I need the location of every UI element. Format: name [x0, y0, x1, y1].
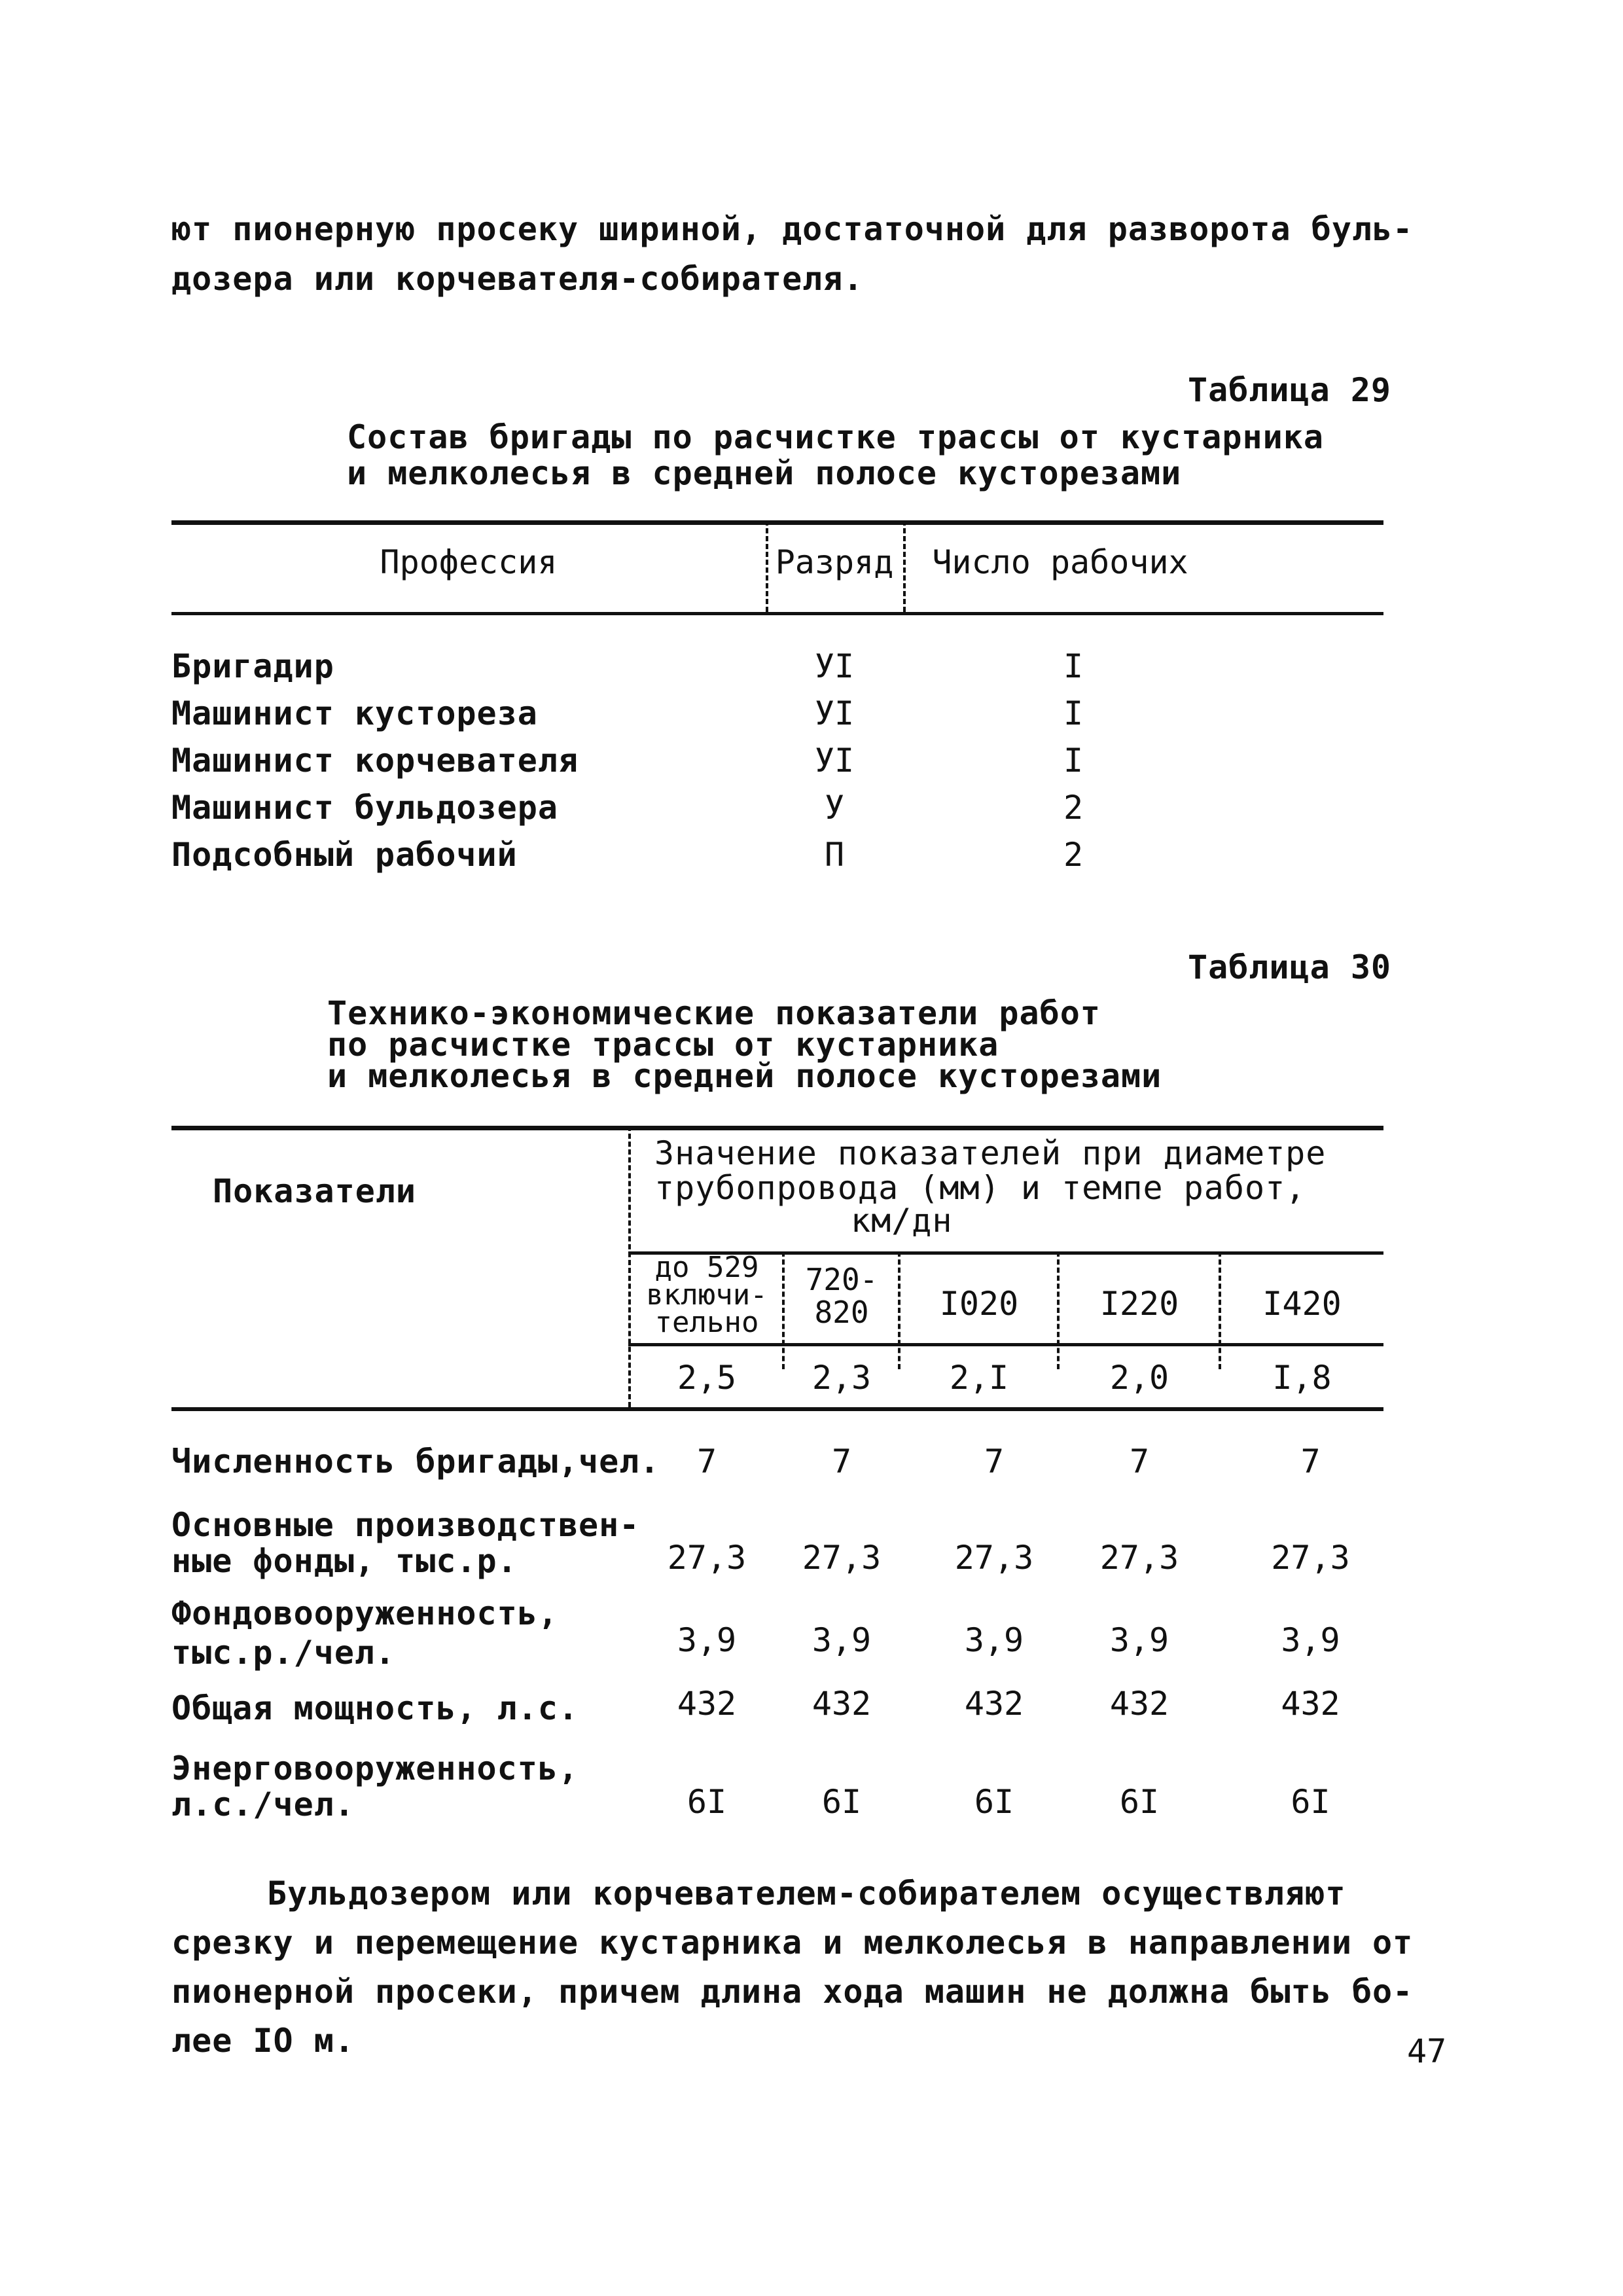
- table29-label: Таблица 29: [1188, 371, 1392, 409]
- table30-row-name-line-1: Основные производствен-: [171, 1506, 640, 1544]
- table29-row-grade: УI: [814, 647, 855, 685]
- table29-row-profession: Машинист кустореза: [171, 694, 538, 732]
- table29-header-rule: [171, 612, 1383, 615]
- table30-diameter: I020: [939, 1285, 1019, 1323]
- table30-title-line-3: и мелколесья в средней полосе кусторезами: [327, 1057, 1162, 1095]
- outro-line-4: лее IO м.: [171, 2022, 355, 2060]
- table29-row-profession: Машинист корчевателя: [171, 742, 579, 780]
- table30-row-value: 432: [1109, 1685, 1169, 1723]
- table30-row-value: 7: [696, 1443, 717, 1480]
- outro-line-3: пионерной просеки, причем длина хода машин не должна быть бо-: [171, 1973, 1414, 2011]
- table30-title-line-2: по расчистке трассы от кустарника: [327, 1026, 999, 1064]
- table30-rate: 2,5: [677, 1359, 737, 1397]
- table29-row-count: I: [1063, 742, 1084, 780]
- table29-top-rule: [171, 520, 1383, 525]
- table30-row-value: 6I: [687, 1783, 727, 1821]
- page-number: 47: [1407, 2032, 1447, 2070]
- outro-line-1: Бульдозером или корчевателем-собирателем осуществляют: [267, 1874, 1346, 1912]
- table30-row-value: 3,9: [1109, 1621, 1169, 1659]
- table30-indicator-divider: [628, 1126, 631, 1407]
- table30-diameter: I420: [1262, 1285, 1342, 1323]
- table30-row-value: 27,3: [1099, 1539, 1179, 1577]
- table30-row-value: 3,9: [677, 1621, 737, 1659]
- table30-rate: 2,I: [949, 1359, 1009, 1397]
- table29-row-count: I: [1063, 647, 1084, 685]
- table29-row-profession: Машинист бульдозера: [171, 789, 558, 827]
- table30-header-indicators: Показатели: [213, 1172, 417, 1210]
- table30-row-value: 432: [812, 1685, 872, 1723]
- table30-diameter-line-3: тельно: [654, 1306, 759, 1339]
- table29-row-grade: У: [824, 789, 845, 827]
- table29-row-count: I: [1063, 694, 1084, 732]
- table30-row-name-line-1: Общая мощность, л.с.: [171, 1689, 579, 1727]
- table30-row-value: 3,9: [964, 1621, 1024, 1659]
- table29-title-line-1: Состав бригады по расчистке трассы от кустарника: [347, 418, 1324, 456]
- outro-line-2: срезку и перемещение кустарника и мелколесья в направлении от: [171, 1924, 1414, 1962]
- table30-row-name-line-1: Фондовооруженность,: [171, 1594, 558, 1632]
- table30-col-divider-3: [1057, 1251, 1060, 1369]
- table30-title-line-1: Технико-экономические показатели работ: [327, 994, 1101, 1032]
- table30-diameter-line-1: до 529: [654, 1251, 759, 1284]
- table30-rate: I,8: [1272, 1359, 1332, 1397]
- table30-header-values-line-3: км/дн: [851, 1202, 953, 1240]
- table30-row-value: 432: [964, 1685, 1024, 1723]
- table30-diameter: I220: [1099, 1285, 1179, 1323]
- table30-col-divider-1: [782, 1251, 785, 1369]
- table29-header-profession: Профессия: [380, 543, 558, 581]
- table30-row-value: 6I: [974, 1783, 1014, 1821]
- table30-row-value: 7: [1129, 1443, 1150, 1480]
- table30-header-bottom-rule: [171, 1407, 1383, 1411]
- table30-row-value: 27,3: [1271, 1539, 1350, 1577]
- table30-row-name-line-2: л.с./чел.: [171, 1785, 355, 1823]
- table30-row-value: 432: [1281, 1685, 1340, 1723]
- table30-rate: 2,0: [1109, 1359, 1169, 1397]
- table30-row-value: 6I: [1119, 1783, 1160, 1821]
- table30-col-divider-4: [1219, 1251, 1221, 1369]
- table30-col-divider-2: [898, 1251, 901, 1369]
- table30-row-name-line-1: Энерговооруженность,: [171, 1749, 579, 1787]
- table29-row-grade: УI: [814, 694, 855, 732]
- table29-row-grade: П: [824, 836, 845, 874]
- table30-row-name-line-2: ные фонды, тыс.р.: [171, 1542, 518, 1580]
- table30-diameter-line-2: включи-: [646, 1278, 768, 1312]
- table30-row-value: 6I: [821, 1783, 862, 1821]
- table29-row-grade: УI: [814, 742, 855, 780]
- table30-header-values-line-1: Значение показателей при диаметре: [654, 1134, 1327, 1172]
- table29-row-profession: Бригадир: [171, 647, 334, 685]
- intro-line-1: ют пионерную просеку шириной, достаточной для разворота буль-: [171, 210, 1414, 248]
- intro-line-2: дозера или корчевателя-собирателя.: [171, 260, 864, 298]
- table30-top-rule: [171, 1126, 1383, 1130]
- table30-row-value: 7: [1300, 1443, 1321, 1480]
- table29-row-profession: Подсобный рабочий: [171, 836, 518, 874]
- table30-header-values-line-2: трубопровода (мм) и темпе работ,: [654, 1169, 1306, 1207]
- table29-row-count: 2: [1063, 836, 1084, 874]
- table30-row-value: 3,9: [812, 1621, 872, 1659]
- table29-header-grade: Разряд: [775, 543, 894, 581]
- table30-rate: 2,3: [812, 1359, 872, 1397]
- table30-row-value: 3,9: [1281, 1621, 1340, 1659]
- table30-diameter-line-2: 820: [814, 1295, 869, 1330]
- table30-row-value: 6I: [1291, 1783, 1330, 1821]
- table30-row-value: 7: [831, 1443, 852, 1480]
- table30-rate-rule: [628, 1343, 1383, 1346]
- table30-row-value: 27,3: [954, 1539, 1034, 1577]
- table29-header-count: Число рабочих: [932, 543, 1188, 581]
- table30-row-name-line-2: тыс.р./чел.: [171, 1634, 396, 1672]
- table30-row-value: 7: [984, 1443, 1005, 1480]
- table30-diameter-line-1: 720-: [805, 1262, 878, 1297]
- table30-row-value: 27,3: [667, 1539, 747, 1577]
- table30-row-name-line-1: Численность бригады,чел.: [171, 1443, 660, 1480]
- table30-label: Таблица 30: [1188, 948, 1392, 986]
- table29-title-line-2: и мелколесья в средней полосе кусторезами: [347, 454, 1182, 492]
- table29-row-count: 2: [1063, 789, 1084, 827]
- table30-row-value: 432: [677, 1685, 737, 1723]
- table30-row-value: 27,3: [802, 1539, 882, 1577]
